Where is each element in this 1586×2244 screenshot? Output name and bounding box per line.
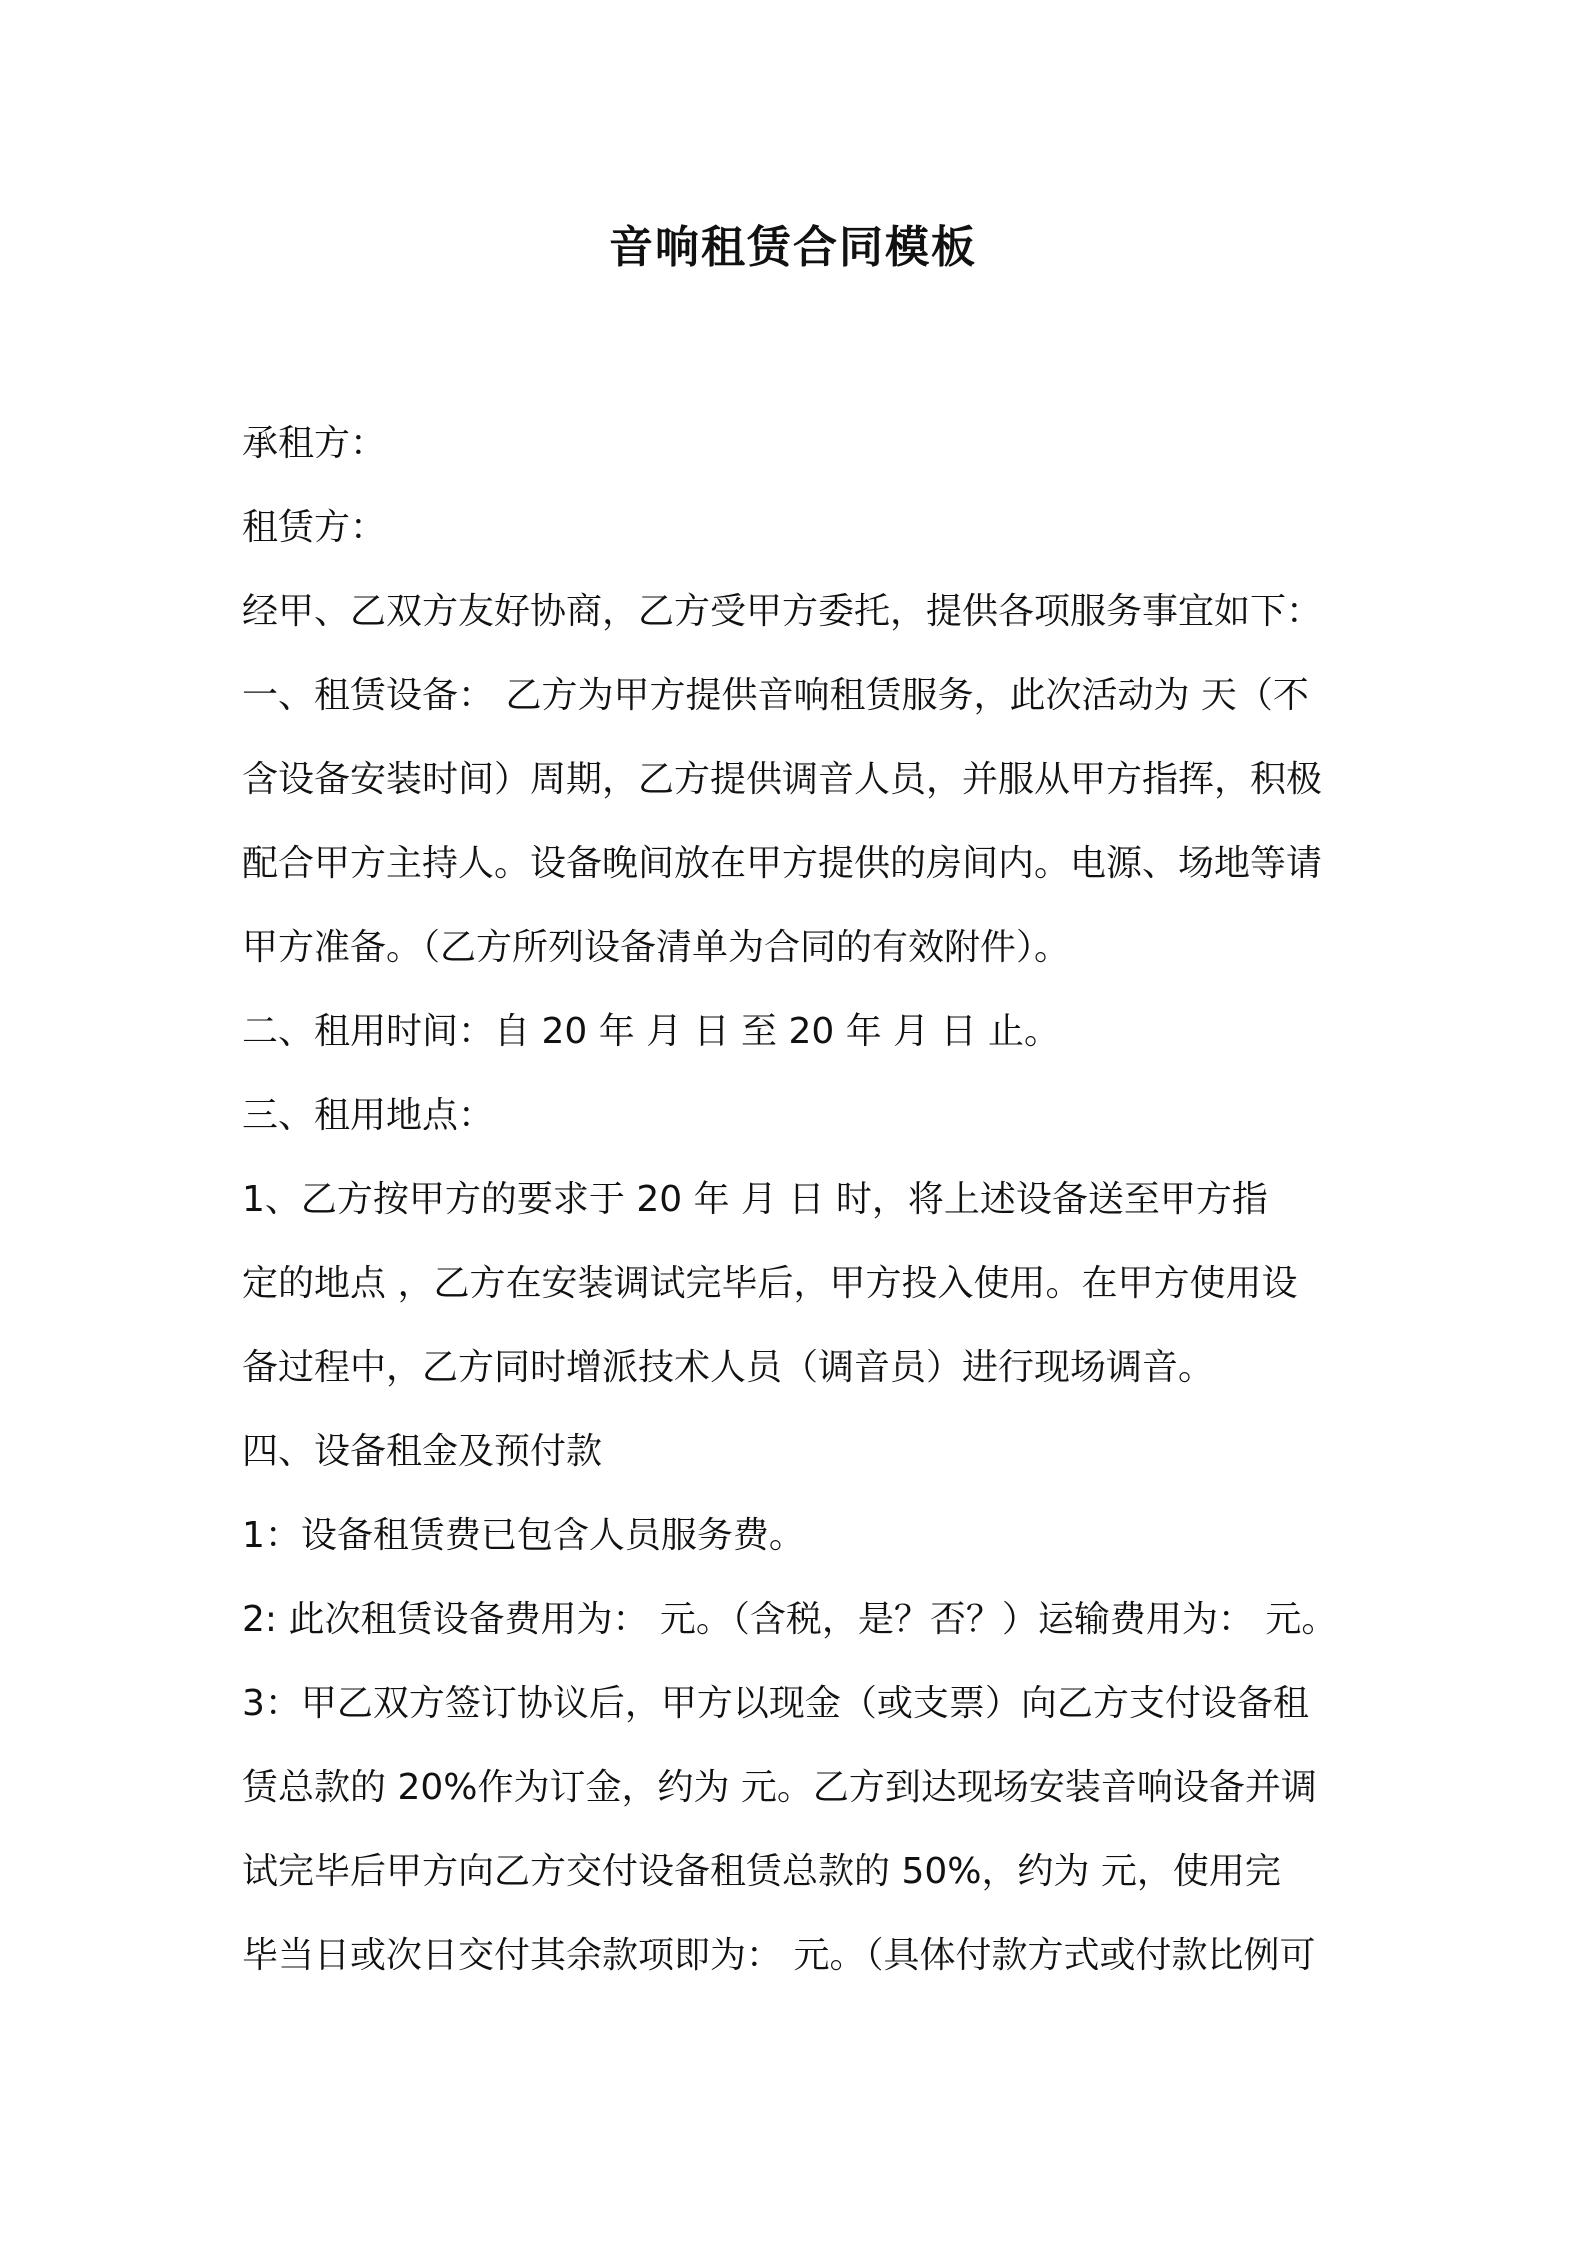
text-line: 1、乙方按甲方的要求于 20 年 月 日 时，将上述设备送至甲方指 <box>242 1179 1268 1220</box>
text-line: 备过程中，乙方同时增派技术人员（调音员）进行现场调音。 <box>242 1347 1215 1388</box>
document-body <box>242 402 1352 1998</box>
text-line: 一、租赁设备： 乙方为甲方提供音响租赁服务，此次活动为 天（不 <box>242 675 1309 716</box>
text-line: 定的地点 ，乙方在安装调试完毕后，甲方投入使用。在甲方使用设 <box>242 1263 1298 1304</box>
text-line: 承租方： <box>242 423 387 464</box>
text-line: 3：甲乙双方签订协议后，甲方以现金（或支票）向乙方支付设备租 <box>242 1683 1309 1724</box>
text-line: 试完毕后甲方向乙方交付设备租赁总款的 50%，约为 元，使用完 <box>242 1851 1281 1892</box>
document-title: 音响租赁合同模板 <box>609 222 977 273</box>
text-line: 租赁方： <box>242 507 387 548</box>
text-line: 含设备安装时间）周期，乙方提供调音人员，并服从甲方指挥，积极 <box>242 759 1323 800</box>
text-line: 三、租用地点： <box>242 1095 495 1136</box>
text-line: 毕当日或次日交付其余款项即为： 元。（具体付款方式或付款比例可 <box>242 1935 1316 1976</box>
text-line: 2: 此次租赁设备费用为： 元。（含税，是？否？）运输费用为： 元。 <box>242 1599 1338 1640</box>
text-line: 1：设备租赁费已包含人员服务费。 <box>242 1515 805 1556</box>
text-line: 配合甲方主持人。设备晚间放在甲方提供的房间内。电源、场地等请 <box>242 843 1323 884</box>
text-line: 经甲、乙双方友好协商，乙方受甲方委托，提供各项服务事宜如下： <box>242 591 1323 632</box>
text-line: 甲方准备。（乙方所列设备清单为合同的有效附件）。 <box>242 927 1071 968</box>
text-line: 赁总款的 20%作为订金，约为 元。乙方到达现场安装音响设备并调 <box>242 1767 1317 1808</box>
text-line: 二、租用时间：自 20 年 月 日 至 20 年 月 日 止。 <box>242 1011 1061 1052</box>
text-line: 四、设备租金及预付款 <box>242 1431 603 1472</box>
